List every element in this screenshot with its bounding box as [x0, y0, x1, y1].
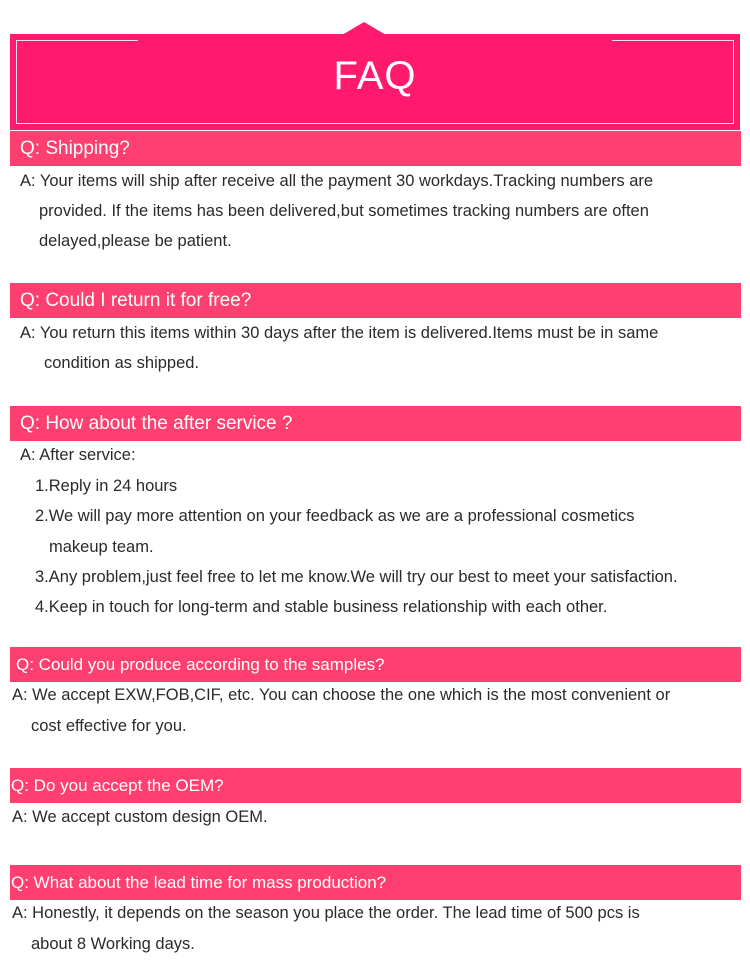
answer-line: 2.We will pay more attention on your feedback as we are a professional cosmetics — [35, 507, 635, 525]
answer-line: delayed,please be patient. — [39, 232, 232, 250]
page-title: FAQ — [333, 54, 417, 98]
answer-line: 3.Any problem,just feel free to let me know.We will try our best to meet your satisfaction. — [35, 568, 678, 586]
answer-line: condition as shipped. — [44, 354, 200, 372]
question-lead-time: Q: What about the lead time for mass production? — [10, 865, 741, 900]
answer-line: 4.Keep in touch for long-term and stable business relationship with each other. — [35, 598, 608, 616]
question-after-service: Q: How about the after service ? — [10, 406, 741, 441]
answer-line: A: Honestly, it depends on the season you place the order. The lead time of 500 pcs is — [12, 904, 640, 922]
question-return: Q: Could I return it for free? — [10, 283, 741, 318]
answer-line: cost effective for you. — [31, 717, 187, 735]
question-oem: Q: Do you accept the OEM? — [10, 768, 741, 803]
answer-line: 1.Reply in 24 hours — [35, 477, 178, 495]
answer-line: A: Your items will ship after receive all the payment 30 workdays.Tracking numbers are — [20, 172, 654, 190]
answer-line: about 8 Working days. — [31, 935, 195, 953]
answer-line: makeup team. — [49, 538, 154, 556]
banner-frame-top-left — [16, 40, 138, 41]
question-shipping: Q: Shipping? — [10, 131, 741, 166]
question-samples: Q: Could you produce according to the samples? — [10, 647, 741, 682]
answer-line: A: You return this items within 30 days after the item is delivered.Items must be in same — [20, 324, 659, 342]
banner-frame-top-right — [612, 40, 734, 41]
answer-line: A: We accept EXW,FOB,CIF, etc. You can choose the one which is the most convenient or — [12, 686, 671, 704]
answer-line: A: We accept custom design OEM. — [12, 808, 268, 826]
faq-banner — [10, 34, 740, 130]
answer-line: A: After service: — [20, 446, 136, 464]
answer-line: provided. If the items has been delivered,but sometimes tracking numbers are often — [39, 202, 649, 220]
